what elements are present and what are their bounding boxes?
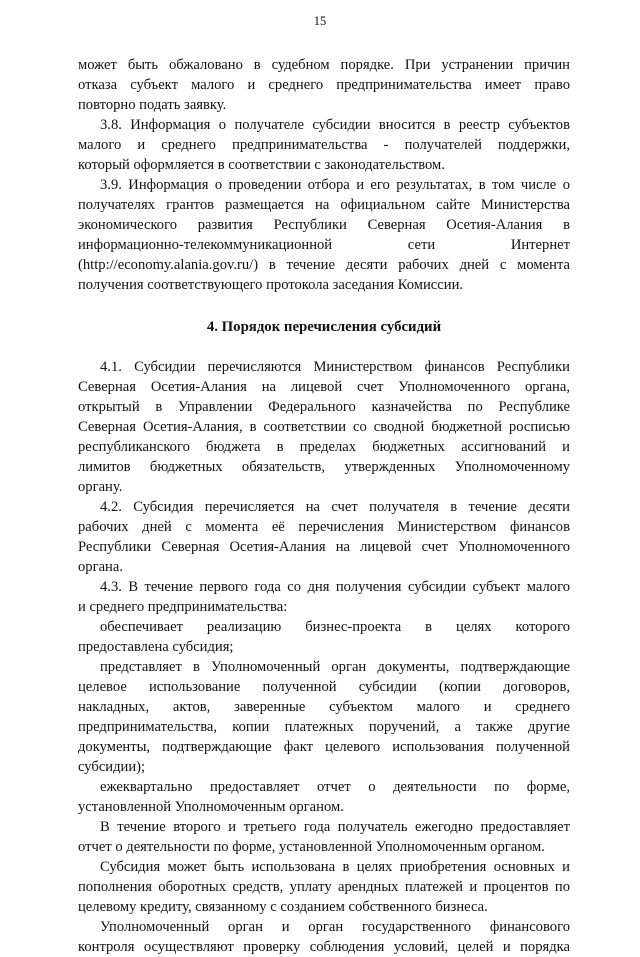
text-line: 4.2. Субсидия перечисляется на счет получателя в течение десяти xyxy=(100,499,570,515)
paragraph-4-3 xyxy=(78,577,570,617)
text-line: В течение второго и третьего года получатель ежегодно предоставляет xyxy=(100,819,570,835)
text-line: открытый в Управлении Федерального казначейства по Республике xyxy=(78,399,570,415)
paragraph-3-8 xyxy=(78,115,570,175)
text-line: отказа субъект малого и среднего предпринимательства имеет право xyxy=(78,77,570,93)
text-line: республиканского бюджета в пределах бюджетных ассигнований и xyxy=(78,439,570,455)
text-line: документы, подтверждающие факт целевого использования полученной xyxy=(78,739,570,755)
text-line: который оформляется в соответствии с законодательством. xyxy=(78,157,445,173)
text-line: экономического развития Республики Северная Осетия-Алания в xyxy=(78,217,570,233)
text-line: повторно подать заявку. xyxy=(78,97,227,113)
text-line: накладных, актов, заверенные субъектом малого и среднего xyxy=(78,699,570,715)
text-line: получения соответствующего протокола заседания Комиссии. xyxy=(78,277,464,293)
text-line: установленной Уполномоченным органом. xyxy=(78,799,344,815)
paragraph-4-3-usage xyxy=(78,857,570,917)
document-body xyxy=(78,55,570,957)
text-line: предоставлена субсидия; xyxy=(78,639,234,655)
text-line: рабочих дней с момента её перечисления Министерством финансов xyxy=(78,519,570,535)
text-line: пополнения оборотных средств, уплату арендных платежей и процентов по xyxy=(78,879,570,895)
text-line: целевое использование полученной субсидии (копии договоров, xyxy=(78,679,570,695)
text-line: Северная Осетия-Алания на лицевой счет Уполномоченного органа, xyxy=(78,379,570,395)
paragraph-4-3-quarterly-report xyxy=(78,777,570,817)
text-line: субсидии); xyxy=(78,759,146,775)
text-line: предпринимательства, копии платежных поручений, а также другие xyxy=(78,719,570,735)
paragraph-refusal-appeal xyxy=(78,55,570,115)
text-line: органа. xyxy=(78,559,123,575)
text-line: 4.1. Субсидии перечисляются Министерством финансов Республики xyxy=(100,359,570,375)
text-line: 3.9. Информация о проведении отбора и его результатах, в том числе о xyxy=(100,177,570,193)
text-line: малого и среднего предпринимательства - получателей поддержки, xyxy=(78,137,570,153)
text-line: обеспечивает реализацию бизнес-проекта в целях которого xyxy=(100,619,570,635)
paragraph-4-3-annual-report xyxy=(78,817,570,857)
text-line: отчет о деятельности по форме, установленной Уполномоченным органом. xyxy=(78,839,545,855)
section-heading: 4. Порядок перечисления субсидий xyxy=(206,319,442,335)
page-number: 15 xyxy=(313,14,327,28)
paragraph-4-1 xyxy=(78,357,570,497)
text-line: 3.8. Информация о получателе субсидии вносится в реестр субъектов xyxy=(100,117,570,133)
text-line: 4.3. В течение первого года со дня получения субсидии субъект малого xyxy=(100,579,570,595)
text-line: может быть обжаловано в судебном порядке. При устранении причин xyxy=(78,57,570,73)
text-line: и среднего предпринимательства: xyxy=(78,599,288,615)
text-line: Северная Осетия-Алания, в соответствии со сводной бюджетной росписью xyxy=(78,419,570,435)
text-line: лимитов бюджетных обязательств, утвержденных Уполномоченному xyxy=(78,459,570,475)
text-line: (http://economy.alania.gov.ru/) в течение десяти рабочих дней с момента xyxy=(78,257,570,273)
paragraph-4-3-documents xyxy=(78,657,570,777)
text-line: Уполномоченный орган и орган государственного финансового xyxy=(100,919,570,935)
paragraph-3-9 xyxy=(78,175,570,295)
text-line: Республики Северная Осетия-Алания на лицевой счет Уполномоченного xyxy=(78,539,570,555)
paragraph-4-3-implementation xyxy=(78,617,570,657)
text-line: целевому кредиту, связанному с созданием собственного бизнеса. xyxy=(78,899,488,915)
text-line: ежеквартально предоставляет отчет о деятельности по форме, xyxy=(100,779,570,795)
text-line: получателях грантов размещается на официальном сайте Министерства xyxy=(78,197,570,213)
paragraph-4-2 xyxy=(78,497,570,577)
text-line: информационно-телекоммуникационной сети Интернет xyxy=(78,237,570,253)
text-line: органу. xyxy=(78,479,123,495)
text-line: представляет в Уполномоченный орган документы, подтверждающие xyxy=(100,659,570,675)
text-line: Субсидия может быть использована в целях приобретения основных и xyxy=(100,859,570,875)
text-line: контроля осуществляют проверку соблюдения условий, целей и порядка xyxy=(78,939,570,955)
paragraph-4-3-control xyxy=(78,917,570,957)
